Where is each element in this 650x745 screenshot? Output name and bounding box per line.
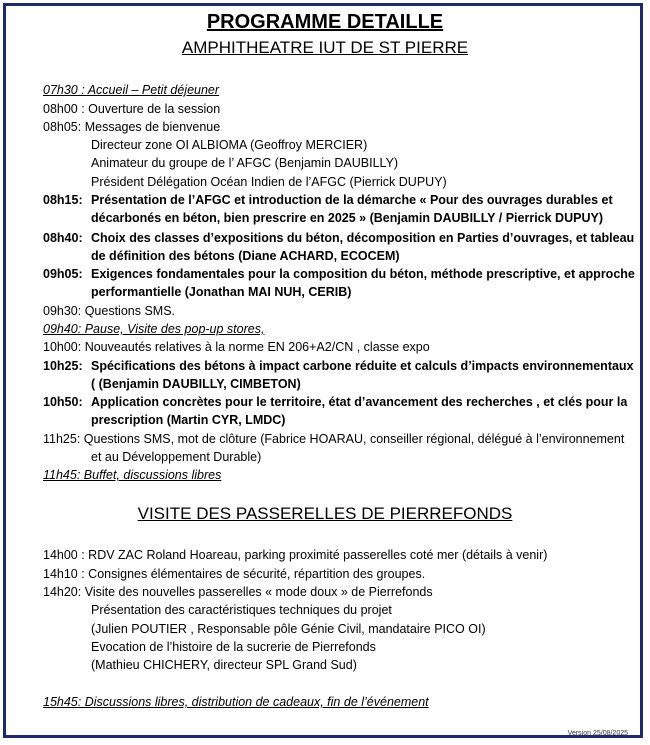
schedule-line: et au Développement Durable): [91, 450, 262, 464]
schedule-line: performantielle (Jonathan MAI NUH, CERIB): [91, 285, 352, 299]
schedule-line: Evocation de l’histoire de la sucrerie de Pierrefonds: [91, 640, 376, 654]
schedule-line: Présentation de l’AFGC et introduction de la démarche « Pour des ouvrages durables et: [91, 193, 613, 207]
schedule-line: 11h25: Questions SMS, mot de clôture (Fabrice HOARAU, conseiller régional, délégué à l’environnement: [43, 432, 625, 446]
schedule-line: 07h30 : Accueil – Petit déjeuner: [43, 83, 220, 97]
schedule-time: 10h50:: [43, 395, 83, 409]
schedule-line: Présentation des caractéristiques techniques du projet: [91, 603, 392, 617]
section-title: VISITE DES PASSERELLES DE PIERREFONDS: [137, 504, 513, 523]
schedule-line: Choix des classes d’expositions du béton, décomposition en Parties d’ouvrages, et tableau: [91, 231, 635, 245]
page-subtitle: AMPHITHEATRE IUT DE ST PIERRE: [181, 38, 469, 57]
version-label: Version 25/08/2025: [567, 730, 628, 737]
schedule-time: 08h15:: [43, 193, 83, 207]
schedule-time: 09h05:: [43, 267, 83, 281]
schedule-line: Directeur zone OI ALBIOMA (Geoffroy MERCIER): [91, 138, 368, 152]
schedule-line: 08h00 : Ouverture de la session: [43, 102, 221, 116]
schedule-line: Animateur du groupe de l’ AFGC (Benjamin DAUBILLY): [91, 156, 399, 170]
schedule-time: 08h40:: [43, 231, 83, 245]
schedule-line: décarbonés en béton, bien prescrire en 2025 » (Benjamin DAUBILLY / Pierrick DUPUY): [91, 211, 603, 225]
schedule-line: 10h00: Nouveautés relatives à la norme EN 206+A2/CN , classe expo: [43, 340, 430, 354]
schedule-line: (Mathieu CHICHERY, directeur SPL Grand Sud): [91, 658, 357, 672]
schedule-line: 08h05: Messages de bienvenue: [43, 120, 221, 134]
schedule-line: prescription (Martin CYR, LMDC): [91, 413, 286, 427]
schedule-line: de définition des bétons (Diane ACHARD, ECOCEM): [91, 249, 400, 263]
schedule-line: 11h45: Buffet, discussions libres: [43, 468, 222, 482]
schedule-line: Président Délégation Océan Indien de l’AFGC (Pierrick DUPUY): [91, 175, 447, 189]
schedule-line: 14h20: Visite des nouvelles passerelles « mode doux » de Pierrefonds: [43, 585, 433, 599]
page-title: PROGRAMME DETAILLE: [206, 11, 444, 33]
schedule-line: 09h30: Questions SMS.: [43, 304, 176, 318]
schedule-line: Spécifications des bétons à impact carbone réduite et calculs d’impacts environnementaux: [91, 359, 634, 373]
schedule-line: 09h40: Pause, Visite des pop-up stores,: [43, 322, 265, 336]
schedule-line: ( (Benjamin DAUBILLY, CIMBETON): [91, 377, 301, 391]
schedule-line: 14h10 : Consignes élémentaires de sécurité, répartition des groupes.: [43, 567, 426, 581]
schedule-line: (Julien POUTIER , Responsable pôle Génie Civil, mandataire PICO OI): [91, 622, 486, 636]
schedule-line: 14h00 : RDV ZAC Roland Hoareau, parking proximité passerelles coté mer (détails à venir): [43, 548, 548, 562]
schedule-line: 15h45: Discussions libres, distribution de cadeaux, fin de l’événement: [43, 695, 429, 709]
schedule-line: Exigences fondamentales pour la composition du béton, méthode prescriptive, et approche: [91, 267, 635, 281]
schedule-line: Application concrètes pour le territoire, état d’avancement des recherches , et clés pour la: [91, 395, 628, 409]
schedule-time: 10h25:: [43, 359, 83, 373]
